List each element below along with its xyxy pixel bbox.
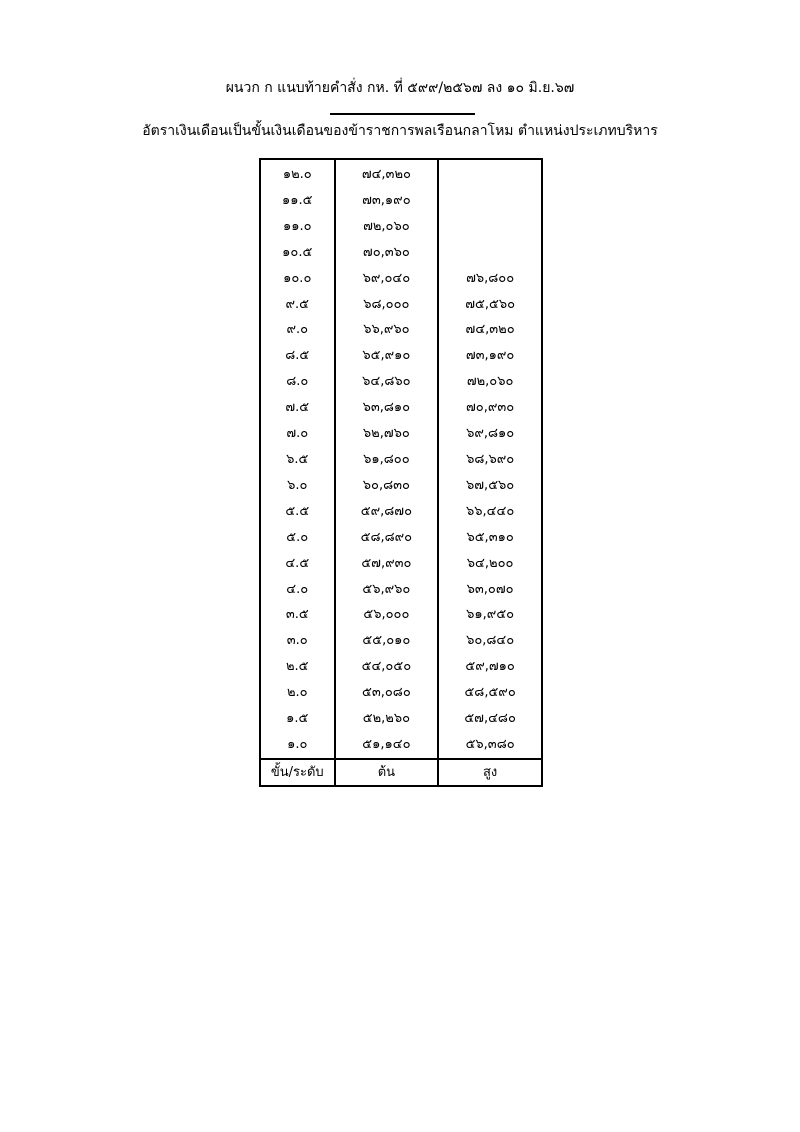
step-cell: ๑.๕ [260, 706, 335, 732]
high-salary-cell: ๗๓,๑๙๐ [438, 343, 542, 369]
low-salary-cell: ๕๑,๑๔๐ [335, 732, 439, 759]
step-cell: ๓.๕ [260, 602, 335, 628]
high-salary-cell: ๖๐,๘๔๐ [438, 628, 542, 654]
step-cell: ๑๐.๐ [260, 266, 335, 292]
high-salary-cell: ๖๖,๔๔๐ [438, 499, 542, 525]
high-salary-cell [438, 188, 542, 214]
high-salary-cell: ๖๕,๓๑๐ [438, 525, 542, 551]
low-salary-cell: ๕๘,๘๙๐ [335, 525, 439, 551]
step-cell: ๕.๕ [260, 499, 335, 525]
table-row [260, 447, 542, 473]
step-cell: ๒.๐ [260, 680, 335, 706]
high-salary-cell: ๖๘,๖๙๐ [438, 447, 542, 473]
salary-table-body [260, 159, 542, 759]
step-cell: ๑๑.๐ [260, 214, 335, 240]
low-salary-cell: ๗๓,๑๙๐ [335, 188, 439, 214]
low-salary-cell: ๕๕,๐๑๐ [335, 628, 439, 654]
table-row [260, 240, 542, 266]
table-row [260, 292, 542, 318]
step-cell: ๗.๐ [260, 421, 335, 447]
table-row [260, 266, 542, 292]
step-cell: ๑๐.๕ [260, 240, 335, 266]
step-cell: ๙.๐ [260, 317, 335, 343]
low-salary-cell: ๖๑,๘๐๐ [335, 447, 439, 473]
low-salary-cell: ๖๘,๐๐๐ [335, 292, 439, 318]
table-row [260, 732, 542, 759]
high-salary-cell: ๕๘,๕๙๐ [438, 680, 542, 706]
high-salary-cell [438, 159, 542, 188]
low-salary-cell: ๕๔,๐๕๐ [335, 654, 439, 680]
low-column-header: ต้น [335, 759, 439, 786]
step-cell: ๗.๕ [260, 395, 335, 421]
low-salary-cell: ๕๒,๒๖๐ [335, 706, 439, 732]
table-header-row [260, 759, 542, 786]
high-salary-cell: ๖๑,๙๕๐ [438, 602, 542, 628]
table-row [260, 343, 542, 369]
attachment-title: ผนวก ก แนบท้ายคำสั่ง กห. ที่ ๕๙๙/๒๕๖๗ ลง ๑๐ มิ.ย.๖๗ [225, 80, 575, 96]
step-cell: ๘.๐ [260, 369, 335, 395]
table-row [260, 654, 542, 680]
step-cell: ๕.๐ [260, 525, 335, 551]
high-salary-cell: ๖๓,๐๗๐ [438, 577, 542, 603]
table-row [260, 577, 542, 603]
high-salary-cell: ๖๙,๘๑๐ [438, 421, 542, 447]
table-row [260, 551, 542, 577]
table-row [260, 525, 542, 551]
table-row [260, 628, 542, 654]
high-salary-cell [438, 214, 542, 240]
table-row [260, 421, 542, 447]
table-row [260, 188, 542, 214]
high-column-header: สูง [438, 759, 542, 786]
step-cell: ๒.๕ [260, 654, 335, 680]
step-cell: ๔.๐ [260, 577, 335, 603]
table-row [260, 214, 542, 240]
low-salary-cell: ๗๔,๓๒๐ [335, 159, 439, 188]
step-cell: ๑.๐ [260, 732, 335, 759]
low-salary-cell: ๕๗,๙๓๐ [335, 551, 439, 577]
low-salary-cell: ๖๕,๙๑๐ [335, 343, 439, 369]
step-cell: ๑๒.๐ [260, 159, 335, 188]
low-salary-cell: ๖๖,๙๖๐ [335, 317, 439, 343]
low-salary-cell: ๖๙,๐๔๐ [335, 266, 439, 292]
table-row [260, 680, 542, 706]
high-salary-cell: ๖๔,๒๐๐ [438, 551, 542, 577]
title-divider [330, 113, 475, 115]
high-salary-cell [438, 240, 542, 266]
step-column-header: ขั้น/ระดับ [260, 759, 335, 786]
low-salary-cell: ๗๒,๐๖๐ [335, 214, 439, 240]
high-salary-cell: ๕๙,๗๑๐ [438, 654, 542, 680]
step-cell: ๔.๕ [260, 551, 335, 577]
step-cell: ๖.๐ [260, 473, 335, 499]
low-salary-cell: ๕๖,๐๐๐ [335, 602, 439, 628]
table-row [260, 473, 542, 499]
high-salary-cell: ๗๔,๓๒๐ [438, 317, 542, 343]
table-row [260, 317, 542, 343]
table-title: อัตราเงินเดือนเป็นขั้นเงินเดือนของข้าราชการพลเรือนกลาโหม ตำแหน่งประเภทบริหาร [142, 123, 658, 139]
table-row [260, 395, 542, 421]
table-row [260, 706, 542, 732]
high-salary-cell: ๗๐,๙๓๐ [438, 395, 542, 421]
salary-table [259, 158, 543, 787]
low-salary-cell: ๕๓,๐๘๐ [335, 680, 439, 706]
low-salary-cell: ๕๙,๘๗๐ [335, 499, 439, 525]
step-cell: ๖.๕ [260, 447, 335, 473]
low-salary-cell: ๖๒,๗๖๐ [335, 421, 439, 447]
low-salary-cell: ๖๔,๘๖๐ [335, 369, 439, 395]
table-row [260, 499, 542, 525]
step-cell: ๑๑.๕ [260, 188, 335, 214]
high-salary-cell: ๕๖,๓๘๐ [438, 732, 542, 759]
step-cell: ๙.๕ [260, 292, 335, 318]
high-salary-cell: ๖๗,๕๖๐ [438, 473, 542, 499]
table-row [260, 159, 542, 188]
high-salary-cell: ๗๒,๐๖๐ [438, 369, 542, 395]
low-salary-cell: ๕๖,๙๖๐ [335, 577, 439, 603]
high-salary-cell: ๕๗,๔๘๐ [438, 706, 542, 732]
low-salary-cell: ๗๐,๓๖๐ [335, 240, 439, 266]
high-salary-cell: ๗๕,๕๖๐ [438, 292, 542, 318]
step-cell: ๓.๐ [260, 628, 335, 654]
low-salary-cell: ๖๓,๘๑๐ [335, 395, 439, 421]
table-row [260, 602, 542, 628]
table-row [260, 369, 542, 395]
step-cell: ๘.๕ [260, 343, 335, 369]
low-salary-cell: ๖๐,๘๓๐ [335, 473, 439, 499]
high-salary-cell: ๗๖,๘๐๐ [438, 266, 542, 292]
